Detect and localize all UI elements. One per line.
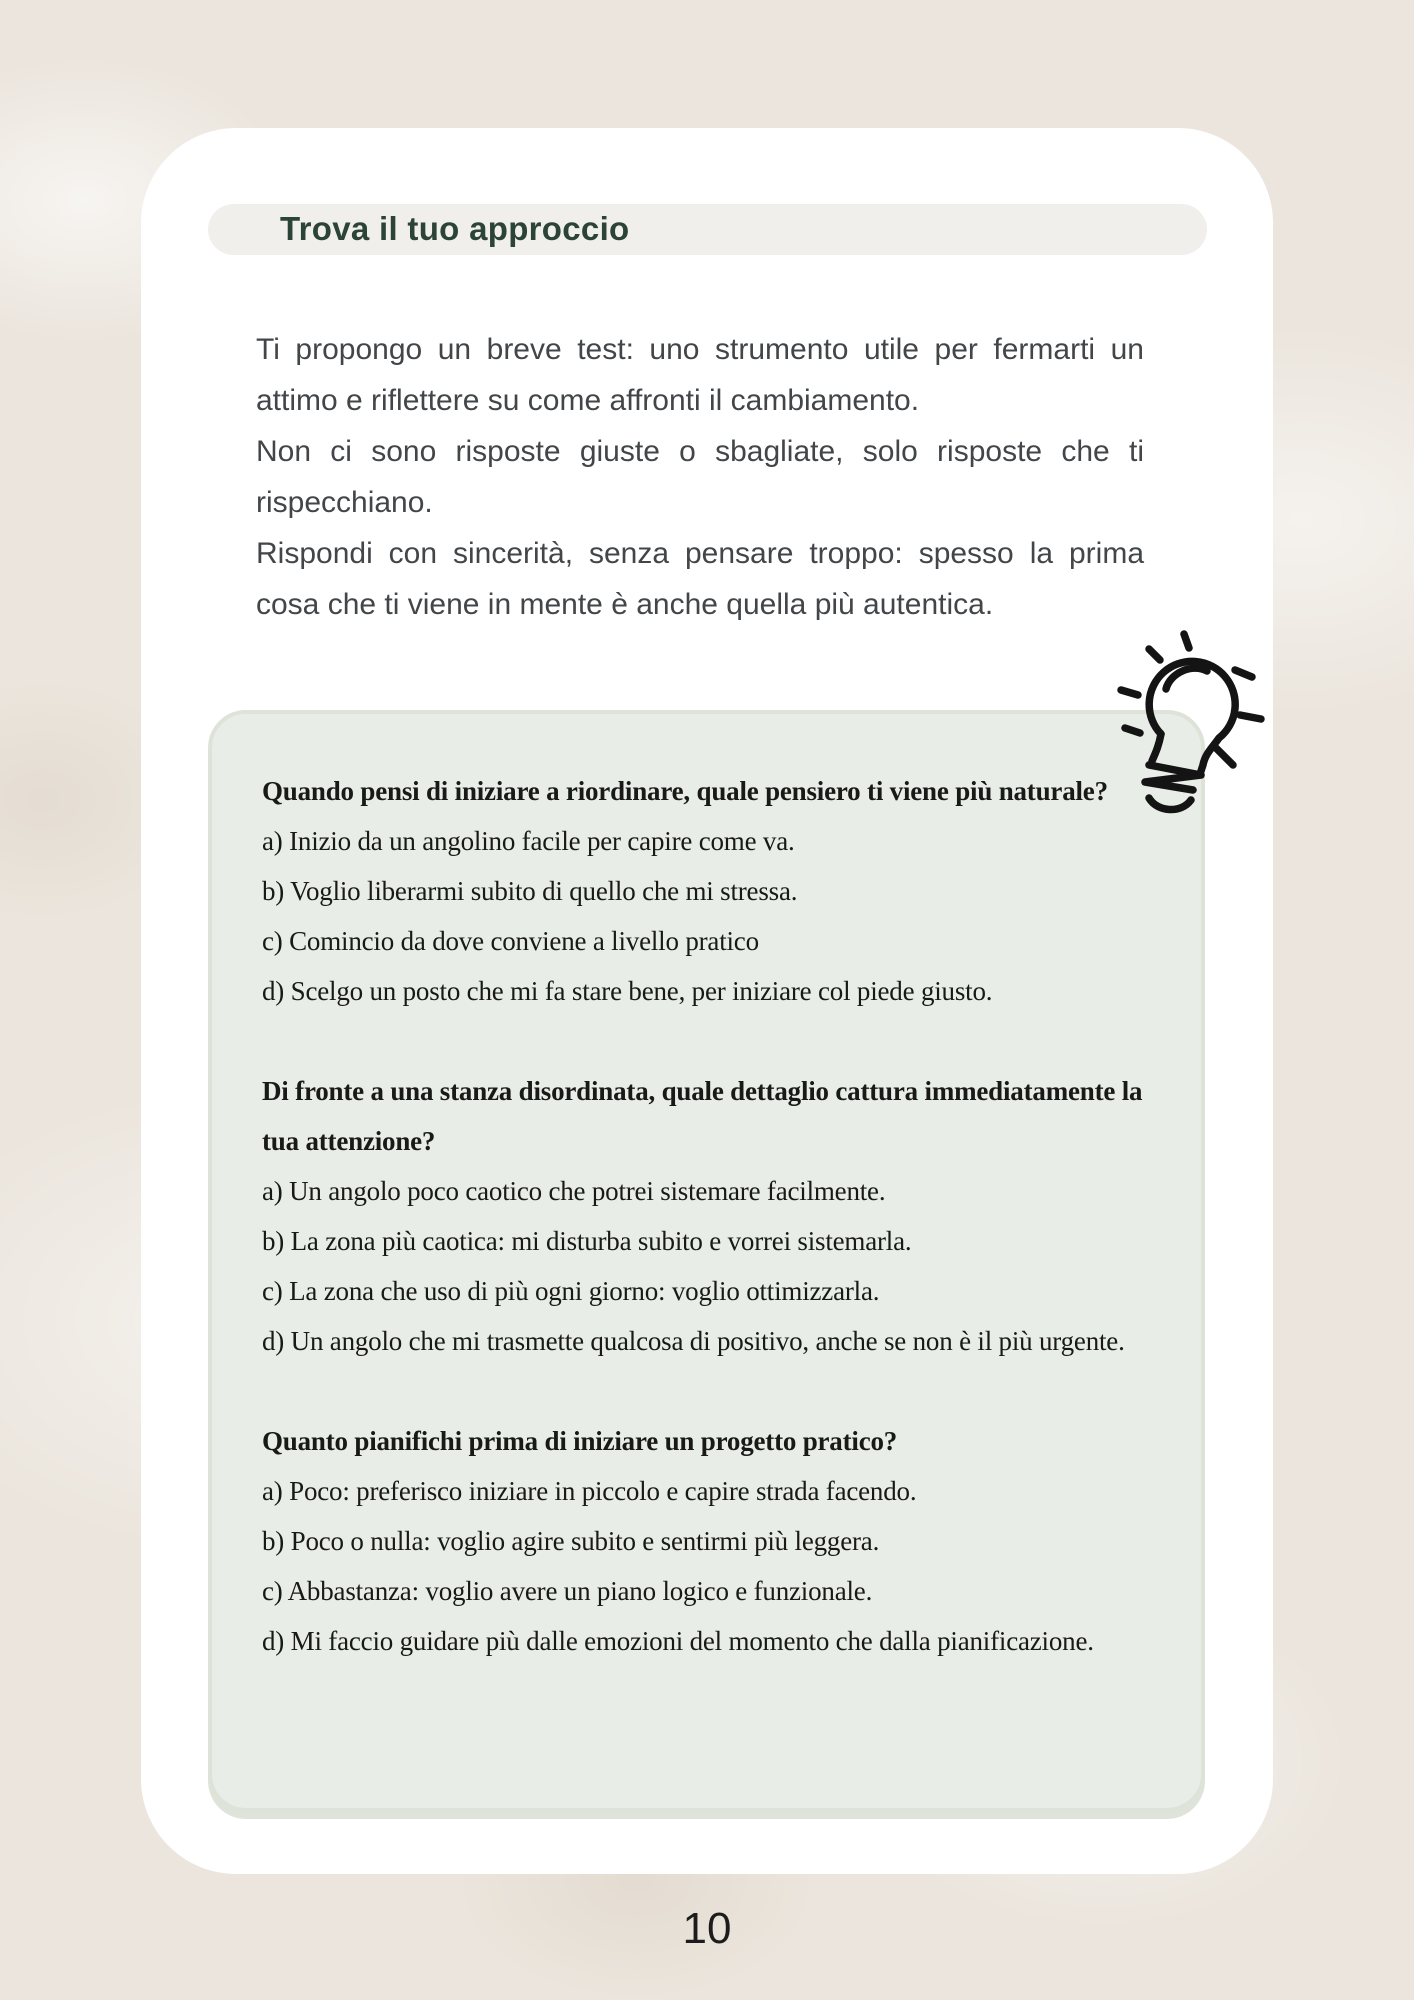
question-1-option-c: c) Comincio da dove conviene a livello pratico (262, 926, 759, 956)
lightbulb-icon (1104, 628, 1274, 823)
question-2-option-d: d) Un angolo che mi trasmette qualcosa di positivo, anche se non è il più urgente. (262, 1326, 1125, 1356)
question-3-text: Quanto pianifichi prima di iniziare un progetto pratico? (262, 1426, 898, 1456)
question-3-option-d: d) Mi faccio guidare più dalle emozioni del momento che dalla pianificazione. (262, 1626, 1094, 1656)
question-1-text: Quando pensi di iniziare a riordinare, quale pensiero ti viene più naturale? (262, 776, 1108, 806)
question-3-option-b: b) Poco o nulla: voglio agire subito e sentirmi più leggera. (262, 1526, 880, 1556)
question-2-option-c: c) La zona che uso di più ogni giorno: voglio ottimizzarla. (262, 1276, 880, 1306)
question-block-1 (262, 766, 1163, 1016)
question-1-option-b: b) Voglio liberarmi subito di quello che mi stressa. (262, 876, 798, 906)
intro-text (256, 324, 1144, 630)
question-3-option-a: a) Poco: preferisco iniziare in piccolo e capire strada facendo. (262, 1476, 917, 1506)
intro-paragraph-3: Rispondi con sincerità, senza pensare troppo: spesso la prima cosa che ti viene in mente è anche quella più autentica. (256, 537, 1144, 621)
question-1-option-a: a) Inizio da un angolino facile per capire come va. (262, 826, 795, 856)
quiz-box (208, 710, 1205, 1812)
question-2-option-a: a) Un angolo poco caotico che potrei sistemare facilmente. (262, 1176, 886, 1206)
question-2-option-b: b) La zona più caotica: mi disturba subito e vorrei sistemarla. (262, 1226, 912, 1256)
question-2-text: Di fronte a una stanza disordinata, quale dettaglio cattura immediatamente la tua attenzione? (262, 1076, 1143, 1156)
question-block-2 (262, 1066, 1163, 1366)
page-card (141, 128, 1273, 1874)
question-3-option-c: c) Abbastanza: voglio avere un piano logico e funzionale. (262, 1576, 873, 1606)
intro-paragraph-2: Non ci sono risposte giuste o sbagliate, solo risposte che ti rispecchiano. (256, 435, 1144, 519)
intro-paragraph-1: Ti propongo un breve test: uno strumento utile per fermarti un attimo e riflettere su come affronti il cambiamento. (256, 333, 1144, 417)
section-title-pill (208, 204, 1207, 255)
page-number: 10 (682, 1904, 732, 1953)
page-title: Trova il tuo approccio (280, 209, 630, 247)
question-block-3 (262, 1416, 1163, 1666)
question-1-option-d: d) Scelgo un posto che mi fa stare bene, per iniziare col piede giusto. (262, 976, 993, 1006)
